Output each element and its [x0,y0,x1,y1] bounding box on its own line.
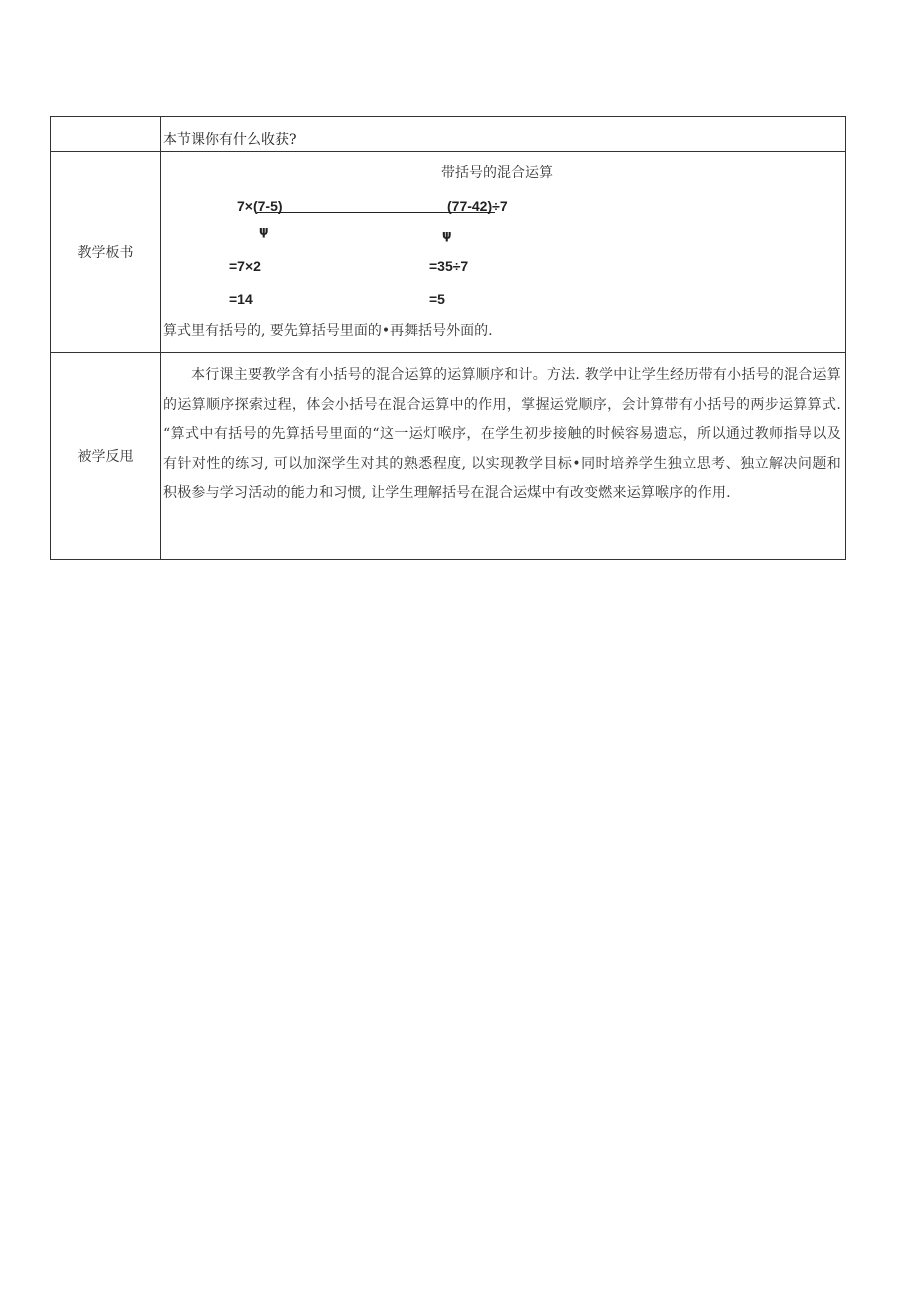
reflection-paragraph: 本行课主要教学含有小括号的混合运算的运算顺序和计。方法. 教学中让学生经历带有小括号的混合运算的运算顺序探索过程，体会小括号在混合运算中的作用，掌握运党顺序，会计算带有小括号的两步运算算式. “算式中有括号的先算括号里面的“这一运灯喉序，在学生初步接触的时候容易遗忘，所以通过教师指导以及有针对性的练习, 可以加深学生对其的熟悉程度, 以实现教学目标•同时培养学生独立思考、独立解决问题和积极参与学习活动的能力和习惯, 让学生理解括号在混合运煤中有改变燃来运算喉序的作用. [163,367,841,501]
summary-label [51,117,161,152]
left-expression: 7×(7-5) [237,198,283,214]
right-step1: =35÷7 [429,258,469,274]
board-cell [161,152,846,353]
summary-row [51,117,846,152]
left-arrow-icon: ψ [259,224,269,238]
right-step2: =5 [429,291,445,307]
lesson-table [50,116,846,560]
summary-cell [161,117,846,152]
board-rule-note: 算式里有括号的, 要先算括号里面的•再舞括号外面的. [163,323,493,339]
left-step1: =7×2 [229,258,261,274]
left-step2: =14 [229,291,253,307]
reflection-cell [161,353,846,560]
board-title: 带括号的混合运算 [441,165,553,181]
expression-underline [257,212,495,213]
board-row [51,152,846,353]
right-expression: (77-42)÷7 [447,198,508,214]
reflection-row [51,353,846,560]
right-arrow-icon: ψ [442,228,452,242]
board-label: 教学板书 [51,152,161,353]
blackboard-content [161,152,845,352]
reflection-label: 被学反甩 [51,353,161,560]
summary-question: 本节课你有什么收获? [163,132,297,148]
